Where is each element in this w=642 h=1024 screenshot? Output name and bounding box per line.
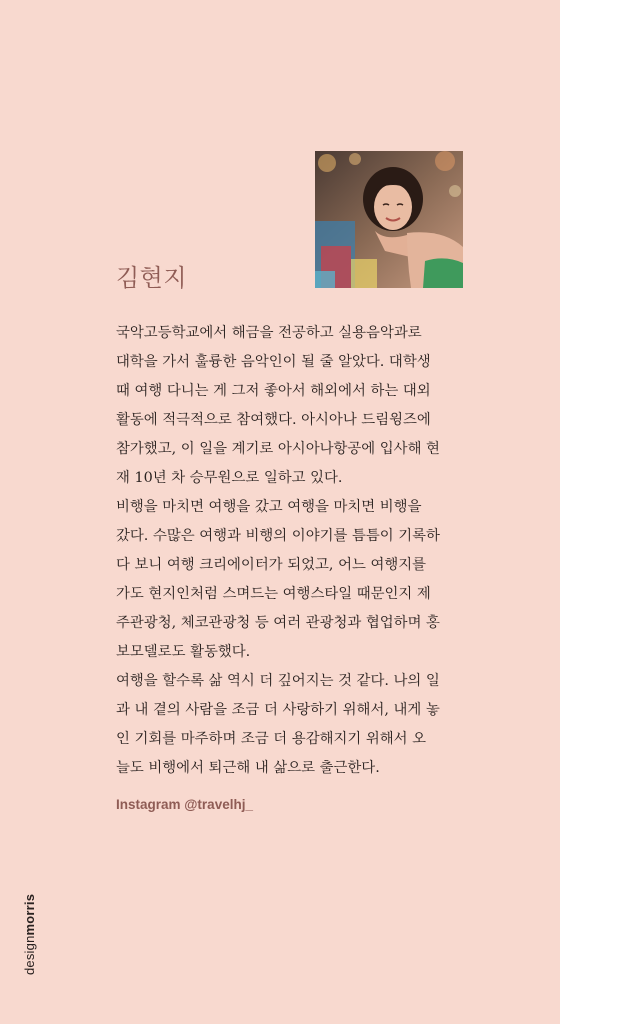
bio-line: 가도 현지인처럼 스며드는 여행스타일 때문인지 제 [116,586,431,602]
bio-line: 때 여행 다니는 게 그저 좋아서 해외에서 하는 대외 [116,383,431,399]
publisher-logo-part: morris [22,893,37,936]
bio-line: 대학을 가서 훌륭한 음악인이 될 줄 알았다. 대학생 [116,354,431,370]
author-photo [315,151,463,288]
bio-line: 참가했고, 이 일을 계기로 아시아나항공에 입사해 현 [116,441,440,457]
bio-line: 활동에 적극적으로 참여했다. 아시아나 드림윙즈에 [116,412,431,428]
bio-line: 다 보니 여행 크리에이터가 되었고, 어느 여행지를 [116,557,427,573]
bio-line: 과 내 곁의 사람을 조금 더 사랑하기 위해서, 내게 놓 [116,702,440,718]
bio-line: 재 10년 차 승무원으로 일하고 있다. [116,470,343,486]
bio-line: 비행을 마치면 여행을 갔고 여행을 마치면 비행을 [116,499,422,515]
instagram-handle: Instagram @travelhj_ [116,797,253,812]
bio-line: 인 기회를 마주하며 조금 더 용감해지기 위해서 오 [116,731,427,747]
bio-line: 보모델로도 활동했다. [116,644,251,660]
publisher-logo-part: design [22,935,37,975]
bio-line: 국악고등학교에서 해금을 전공하고 실용음악과로 [116,325,422,341]
author-bio [116,319,476,783]
bio-line: 여행을 할수록 삶 역시 더 깊어지는 것 같다. 나의 일 [116,673,440,689]
author-name: 김현지 [116,264,188,292]
publisher-logo [22,894,37,975]
bio-line: 갔다. 수많은 여행과 비행의 이야기를 틈틈이 기록하 [116,528,440,544]
bio-line: 주관광청, 체코관광청 등 여러 관광청과 협업하며 홍 [116,615,440,631]
bio-line: 늘도 비행에서 퇴근해 내 삶으로 출근한다. [116,760,380,776]
